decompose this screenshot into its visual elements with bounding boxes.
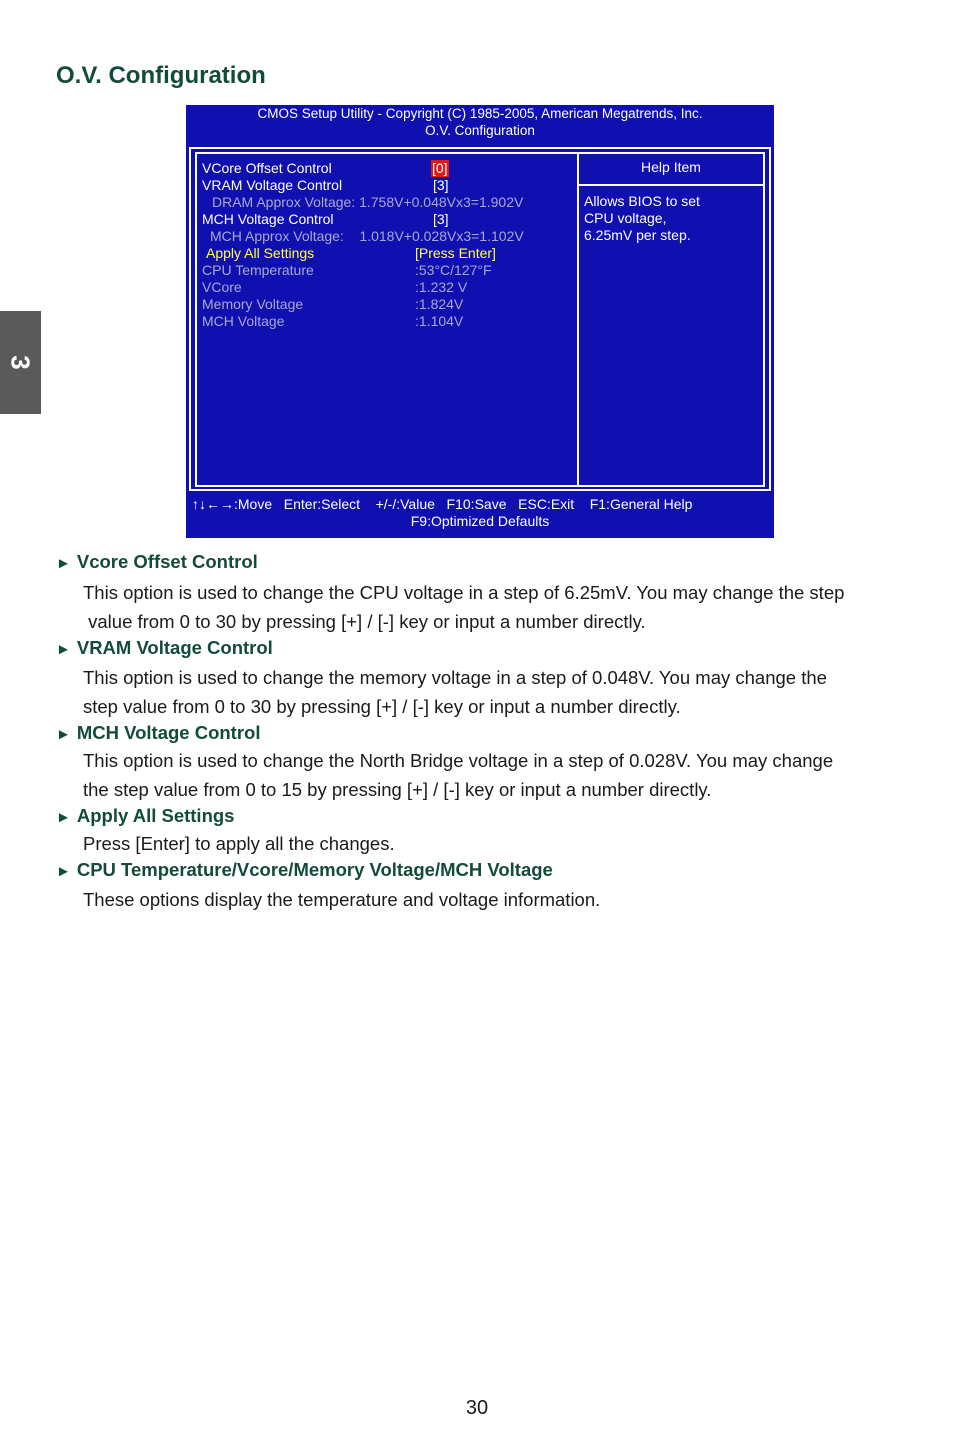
- info-mch-approx: [202, 228, 577, 245]
- arrow-right-icon: ►: [56, 863, 71, 880]
- help-text: [584, 193, 700, 244]
- bios-header: [186, 105, 774, 139]
- section-heading-mch-voltage: [56, 722, 260, 744]
- info-label: MCH Voltage: [202, 313, 285, 329]
- setting-label: Apply All Settings: [206, 245, 315, 261]
- setting-value[interactable]: [0]: [432, 160, 448, 176]
- setting-value[interactable]: [Press Enter]: [415, 245, 496, 261]
- info-label: DRAM Approx Voltage: 1.758V+0.048Vx3=1.902V: [212, 194, 524, 210]
- info-value: :1.104V: [415, 313, 464, 329]
- info-label: VCore: [202, 279, 242, 295]
- section-heading-apply-all: [56, 805, 234, 827]
- paragraph-line: This option is used to change the memory voltage in a step of 0.048V. You may change the: [83, 667, 827, 688]
- info-label: Memory Voltage: [202, 296, 304, 312]
- paragraph-line: value from 0 to 30 by pressing [+] / [-] key or input a number directly.: [83, 611, 646, 632]
- bios-footer: [192, 496, 768, 530]
- arrow-right-icon: ►: [56, 555, 71, 572]
- setting-apply-all[interactable]: [202, 245, 577, 262]
- key-help: ↑↓←→:Move Enter:Select +/-/:Value F10:Save ESC:Exit F1:General Help: [192, 496, 693, 512]
- help-line: Allows BIOS to set: [584, 193, 700, 209]
- bios-settings-list: [202, 160, 577, 330]
- info-value: :53°C/127°F: [415, 262, 492, 278]
- heading-text: MCH Voltage Control: [76, 722, 261, 743]
- help-line: CPU voltage,: [584, 210, 667, 226]
- bios-copyright: CMOS Setup Utility - Copyright (C) 1985-2005, American Megatrends, Inc.: [257, 106, 703, 121]
- setting-value[interactable]: [3]: [433, 177, 449, 193]
- help-title: Help Item: [641, 159, 701, 175]
- bios-screen-title: O.V. Configuration: [425, 123, 535, 138]
- info-vcore: [202, 279, 577, 296]
- setting-vram-voltage[interactable]: [202, 177, 577, 194]
- section-heading-monitor-values: [56, 859, 553, 881]
- setting-label: VCore Offset Control: [202, 160, 332, 176]
- paragraph-line: This option is used to change the CPU voltage in a step of 6.25mV. You may change the step: [83, 582, 845, 603]
- chapter-tab: [0, 311, 41, 414]
- paragraph-line: Press [Enter] to apply all the changes.: [83, 833, 395, 854]
- section-heading-vram-voltage: [56, 637, 273, 659]
- panel-divider: [577, 154, 579, 485]
- info-value: :1.232 V: [415, 279, 468, 295]
- info-label: CPU Temperature: [202, 262, 314, 278]
- heading-text: Apply All Settings: [76, 805, 235, 826]
- arrow-right-icon: ►: [56, 641, 71, 658]
- info-mch-voltage: [202, 313, 577, 330]
- setting-mch-voltage[interactable]: [202, 211, 577, 228]
- paragraph-line: These options display the temperature and voltage information.: [83, 889, 601, 910]
- help-line: 6.25mV per step.: [584, 227, 691, 243]
- bios-frame: [189, 147, 771, 491]
- paragraph-line: the step value from 0 to 15 by pressing [+] / [-] key or input a number directly.: [83, 779, 712, 800]
- heading-text: CPU Temperature/Vcore/Memory Voltage/MCH Voltage: [76, 859, 553, 880]
- info-label: MCH Approx Voltage: 1.018V+0.028Vx3=1.102V: [210, 228, 524, 244]
- section-body-apply-all: [83, 829, 903, 858]
- bios-inner-frame: [195, 152, 765, 487]
- help-divider: [579, 184, 763, 186]
- info-dram-approx: [202, 194, 577, 211]
- heading-text: Vcore Offset Control: [76, 551, 258, 572]
- section-body-vram-voltage: [83, 663, 903, 721]
- info-value: :1.824V: [415, 296, 464, 312]
- key-help-defaults: F9:Optimized Defaults: [410, 513, 550, 529]
- bios-screen: [186, 105, 774, 538]
- page-number: 30: [465, 1397, 489, 1419]
- setting-vcore-offset[interactable]: [202, 160, 577, 177]
- page-title: O.V. Configuration: [56, 62, 266, 89]
- info-cpu-temperature: [202, 262, 577, 279]
- setting-value[interactable]: [3]: [433, 211, 449, 227]
- section-body-monitor-values: [83, 885, 903, 914]
- section-body-vcore-offset: [83, 578, 903, 636]
- arrow-right-icon: ►: [56, 726, 71, 743]
- section-heading-vcore-offset: [56, 551, 258, 573]
- setting-label: VRAM Voltage Control: [202, 177, 343, 193]
- info-memory-voltage: [202, 296, 577, 313]
- chapter-number: 3: [6, 355, 36, 370]
- arrow-right-icon: ►: [56, 809, 71, 826]
- section-body-mch-voltage: [83, 746, 903, 804]
- setting-label: MCH Voltage Control: [202, 211, 334, 227]
- heading-text: VRAM Voltage Control: [76, 637, 273, 658]
- paragraph-line: This option is used to change the North Bridge voltage in a step of 0.028V. You may change: [83, 750, 834, 771]
- paragraph-line: step value from 0 to 30 by pressing [+] / [-] key or input a number directly.: [83, 696, 681, 717]
